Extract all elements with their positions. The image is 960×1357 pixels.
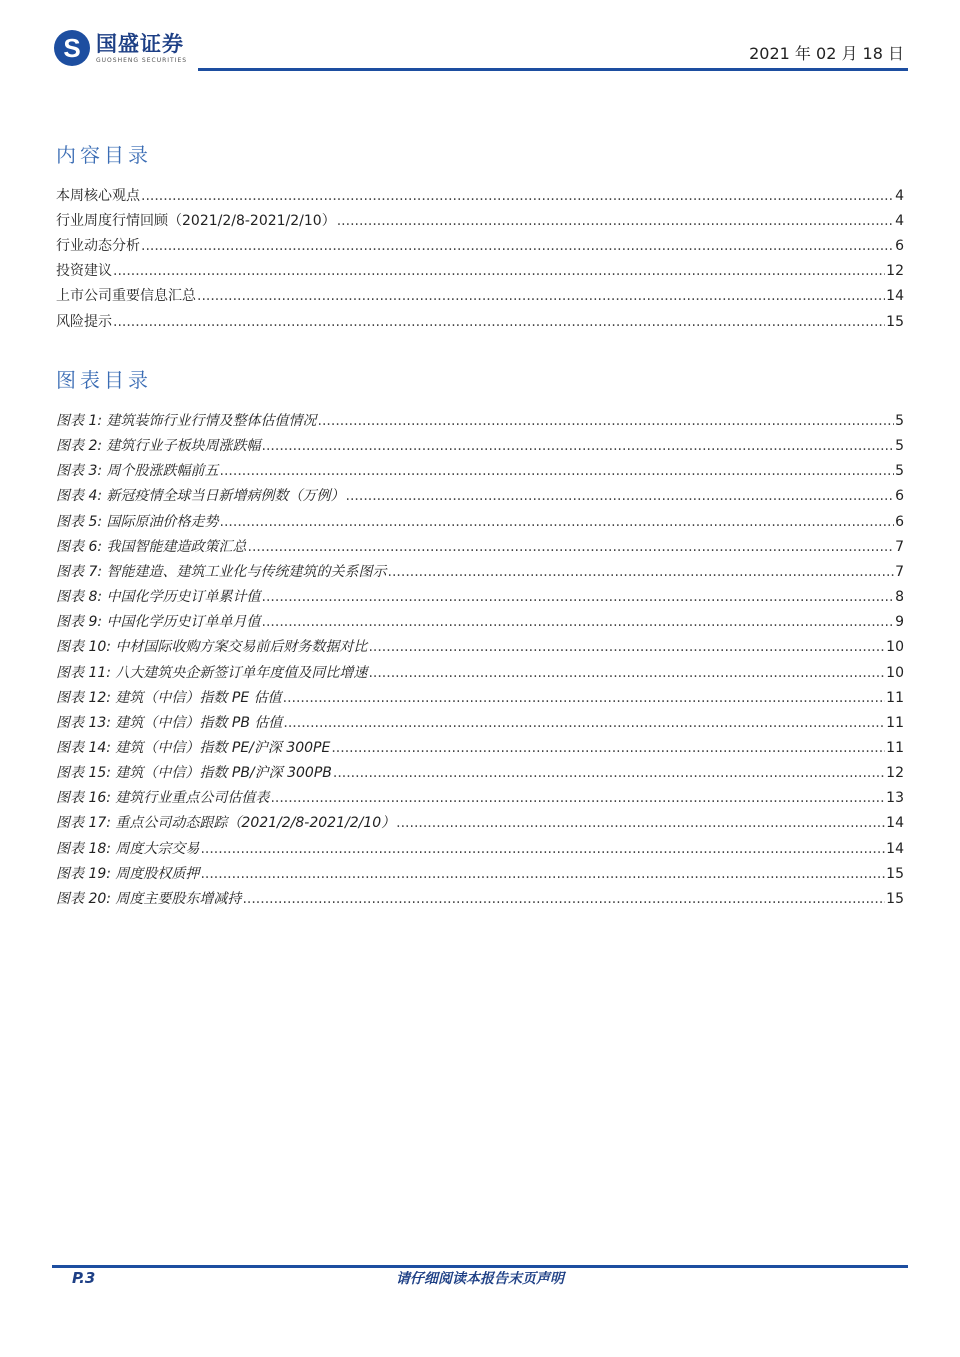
entry-page: 9 — [895, 614, 904, 631]
entry-page: 7 — [895, 538, 904, 555]
toc-entry[interactable] — [56, 186, 904, 206]
entry-page: 5 — [895, 463, 904, 480]
report-date: 2021 年 02 月 18 日 — [749, 44, 904, 63]
dot-leader — [368, 637, 885, 657]
entry-page: 6 — [895, 238, 904, 255]
entry-label: 图表 3: 周个股涨跌幅前五 — [56, 463, 219, 480]
entry-page: 15 — [886, 313, 904, 330]
entry-page: 15 — [886, 865, 904, 882]
figure-entry[interactable] — [56, 512, 904, 532]
dot-leader — [262, 612, 895, 632]
entry-label: 图表 8: 中国化学历史订单累计值 — [56, 589, 261, 606]
dot-leader — [283, 688, 886, 708]
dot-leader — [220, 461, 895, 481]
entry-page: 5 — [895, 438, 904, 455]
entry-page: 11 — [886, 739, 904, 756]
entry-label: 图表 5: 国际原油价格走势 — [56, 513, 219, 530]
figure-entry[interactable] — [56, 461, 904, 481]
header-divider — [198, 68, 908, 71]
entry-label: 图表 2: 建筑行业子板块周涨跌幅 — [56, 438, 261, 455]
entry-page: 10 — [886, 664, 904, 681]
dot-leader — [248, 537, 895, 557]
figures-title: 图表目录 — [56, 368, 152, 392]
figure-entry[interactable] — [56, 889, 904, 909]
logo-name-en: GUOSHENG SECURITIES — [96, 57, 188, 64]
figure-entry[interactable] — [56, 612, 904, 632]
toc-entry[interactable] — [56, 211, 904, 231]
toc-entry[interactable] — [56, 312, 904, 332]
dot-leader — [270, 788, 885, 808]
figure-entry[interactable] — [56, 486, 904, 506]
entry-page: 14 — [886, 288, 904, 305]
entry-page: 12 — [886, 263, 904, 280]
figure-entry[interactable] — [56, 864, 904, 884]
entry-page: 13 — [886, 790, 904, 807]
entry-page: 6 — [895, 513, 904, 530]
entry-label: 图表 17: 重点公司动态跟踪（2021/2/8-2021/2/10） — [56, 815, 396, 832]
entry-label: 风险提示 — [56, 313, 112, 330]
dot-leader — [242, 889, 885, 909]
entry-page: 10 — [886, 639, 904, 656]
entry-label: 本周核心观点 — [56, 188, 140, 204]
dot-leader — [141, 236, 894, 256]
dot-leader — [141, 186, 894, 206]
entry-label: 图表 18: 周度大宗交易 — [56, 840, 200, 857]
entry-label: 图表 13: 建筑（中信）指数 PB 估值 — [56, 714, 283, 731]
figure-entry[interactable] — [56, 411, 904, 431]
dot-leader — [113, 261, 885, 281]
logo-s-icon: S — [54, 30, 90, 66]
footer-disclaimer: 请仔细阅读本报告末页声明 — [396, 1271, 564, 1287]
entry-page: 4 — [895, 188, 904, 204]
entry-page: 14 — [886, 815, 904, 832]
dot-leader — [113, 312, 885, 332]
entry-label: 图表 11: 八大建筑央企新签订单年度值及同比增速 — [56, 664, 368, 681]
dot-leader — [318, 411, 895, 431]
dot-leader — [200, 839, 885, 859]
figure-entry[interactable] — [56, 637, 904, 657]
page-number: P.3 — [72, 1269, 96, 1287]
entry-label: 行业动态分析 — [56, 238, 140, 255]
entry-page: 14 — [886, 840, 904, 857]
footer-divider — [52, 1265, 908, 1268]
dot-leader — [283, 713, 885, 733]
company-logo — [54, 30, 187, 66]
toc-title: 内容目录 — [56, 143, 152, 167]
entry-page: 4 — [895, 213, 904, 230]
entry-label: 图表 6: 我国智能建造政策汇总 — [56, 538, 247, 555]
dot-leader — [396, 813, 885, 833]
entry-page: 5 — [895, 413, 904, 429]
dot-leader — [346, 486, 895, 506]
entry-page: 11 — [886, 714, 904, 731]
figure-entry[interactable] — [56, 688, 904, 708]
entry-label: 图表 16: 建筑行业重点公司估值表 — [56, 790, 270, 807]
dot-leader — [262, 436, 895, 456]
figure-entry[interactable] — [56, 663, 904, 683]
figure-entry[interactable] — [56, 839, 904, 859]
toc-entry[interactable] — [56, 261, 904, 281]
figure-entry[interactable] — [56, 436, 904, 456]
entry-page: 6 — [895, 488, 904, 505]
dot-leader — [388, 562, 895, 582]
dot-leader — [197, 286, 885, 306]
entry-label: 图表 7: 智能建造、建筑工业化与传统建筑的关系图示 — [56, 563, 387, 580]
entry-label: 图表 10: 中材国际收购方案交易前后财务数据对比 — [56, 639, 368, 656]
figure-entry[interactable] — [56, 813, 904, 833]
entry-label: 上市公司重要信息汇总 — [56, 288, 196, 305]
dot-leader — [220, 512, 895, 532]
figure-entry[interactable] — [56, 537, 904, 557]
entry-page: 15 — [886, 890, 904, 907]
logo-name-cn: 国盛证券 — [96, 32, 184, 56]
entry-label: 图表 15: 建筑（中信）指数 PB/沪深 300PB — [56, 765, 332, 782]
entry-page: 8 — [895, 589, 904, 606]
entry-page: 12 — [886, 765, 904, 782]
toc-entry[interactable] — [56, 236, 904, 256]
dot-leader — [337, 211, 894, 231]
figure-entry[interactable] — [56, 763, 904, 783]
figure-entry[interactable] — [56, 738, 904, 758]
entry-page: 7 — [895, 563, 904, 580]
dot-leader — [368, 663, 885, 683]
figure-entry[interactable] — [56, 788, 904, 808]
entry-label: 图表 9: 中国化学历史订单单月值 — [56, 614, 261, 631]
entry-label: 行业周度行情回顾（2021/2/8-2021/2/10） — [56, 213, 336, 230]
figure-entry[interactable] — [56, 587, 904, 607]
entry-label: 图表 19: 周度股权质押 — [56, 865, 200, 882]
figure-entry[interactable] — [56, 562, 904, 582]
dot-leader — [200, 864, 885, 884]
entry-label: 投资建议 — [56, 263, 112, 280]
entry-label: 图表 1: 建筑装饰行业行情及整体估值情况 — [56, 413, 317, 429]
entry-page: 11 — [886, 689, 904, 706]
entry-label: 图表 4: 新冠疫情全球当日新增病例数（万例） — [56, 488, 345, 505]
entry-label: 图表 12: 建筑（中信）指数 PE 估值 — [56, 689, 282, 706]
entry-label: 图表 14: 建筑（中信）指数 PE/沪深 300PE — [56, 739, 331, 756]
dot-leader — [262, 587, 895, 607]
dot-leader — [333, 763, 885, 783]
toc-entry[interactable] — [56, 286, 904, 306]
dot-leader — [331, 738, 885, 758]
entry-label: 图表 20: 周度主要股东增减持 — [56, 890, 242, 907]
figure-entry[interactable] — [56, 713, 904, 733]
